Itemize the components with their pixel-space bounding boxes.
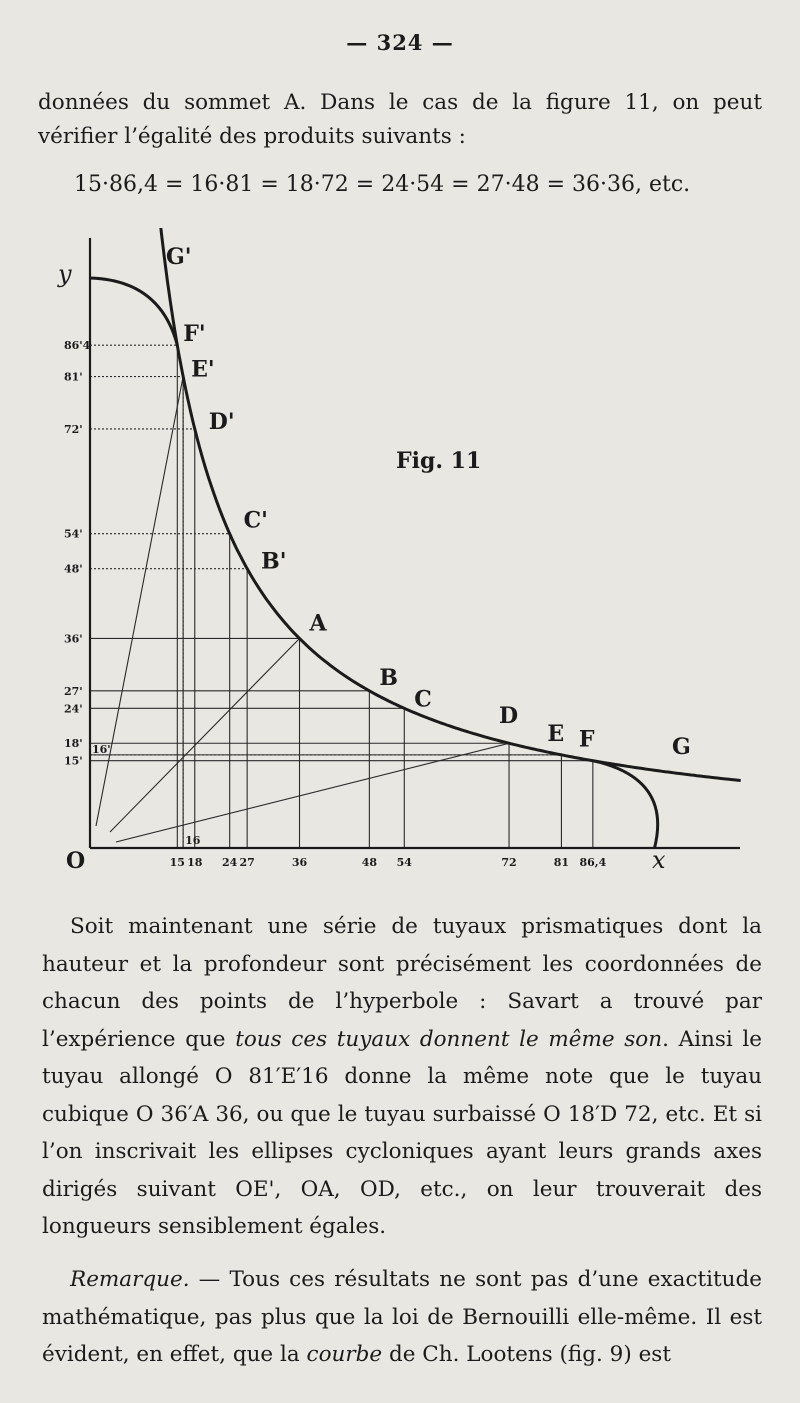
figure-11	[0, 228, 800, 908]
x-tick-label: 81	[553, 856, 570, 869]
origin-label: O	[66, 848, 86, 874]
y-tick-label: 36'	[64, 632, 83, 646]
point-label-E: E	[547, 720, 565, 747]
p3-text-a: — Tous ces résultats ne sont pas d’une exactitude mathématique, pas plus que la loi de Bernouilli elle-même. Il est évident, en effet, que la	[42, 1267, 762, 1367]
inner-label-16: 16	[185, 834, 201, 847]
lower-arc	[593, 761, 658, 848]
p3-text-b: de Ch. Lootens (fig. 9) est	[382, 1342, 671, 1367]
p2-text-b: . Ainsi le tuyau allongé O 81′E′16 donne la même note que le tuyau cubique O 36′A 36, ou que le tuyau surbaissé O 18′D 72, etc. Et si l’on inscrivait les ellipses cycloniques ayant leurs grands axes dirigés suivant OE', OA, OD, etc., on leur trouverait des longueurs sensiblement égales.	[42, 1026, 762, 1239]
y-tick-label: 27'	[64, 684, 83, 698]
hyperbola-curve	[156, 228, 741, 781]
point-label-Cp: C'	[243, 507, 268, 534]
point-label-Fp: F'	[183, 321, 206, 348]
x-tick-label: 72	[501, 856, 517, 869]
y-tick-label: 54'	[64, 527, 83, 541]
x-axis-label: x	[652, 846, 666, 874]
point-label-C: C	[414, 686, 432, 713]
remark-label: Remarque.	[70, 1267, 190, 1292]
y-tick-label: 18'	[64, 737, 83, 751]
point-label-F: F	[578, 726, 595, 753]
diagonal-O-D	[116, 743, 509, 842]
body-paragraph-remark	[42, 1261, 762, 1374]
point-label-A: A	[309, 610, 327, 637]
upper-arc	[90, 278, 177, 345]
figure-caption: Fig. 11	[396, 448, 482, 474]
p2-emphasis: tous ces tuyaux donnent le même son	[235, 1026, 663, 1052]
x-tick-label: 54	[396, 856, 412, 869]
intro-paragraph: données du sommet A. Dans le cas de la figure 11, on peut vérifier l’égalité des produits suivants :	[38, 90, 762, 149]
x-tick-label: 27	[239, 856, 255, 869]
x-tick-label: 24	[222, 856, 238, 869]
x-tick-label: 48	[361, 856, 378, 869]
p3-emphasis: courbe	[306, 1342, 383, 1367]
hyperbola-diagram	[0, 228, 800, 908]
product-equation: 15·86,4 = 16·81 = 18·72 = 24·54 = 27·48 = 36·36, etc.	[74, 172, 691, 197]
point-label-Bp: B'	[261, 548, 287, 575]
x-tick-label: 15	[169, 856, 185, 869]
y-tick-label: 48'	[64, 562, 83, 576]
y-tick-label: 72'	[64, 422, 83, 436]
point-label-B: B	[379, 664, 398, 691]
y-axis-label: y	[58, 260, 72, 288]
y-tick-label: 81'	[64, 370, 83, 384]
point-label-G: G	[672, 734, 691, 760]
inner-label-16p: 16'	[92, 742, 111, 756]
y-tick-label: 86'4	[64, 339, 91, 353]
x-tick-label: 18	[187, 856, 203, 869]
point-label-Ep: E'	[191, 356, 215, 383]
y-tick-label: 15'	[64, 754, 83, 768]
y-tick-label: 24'	[64, 702, 83, 716]
x-tick-label: 36	[291, 856, 308, 869]
point-label-Dp: D'	[208, 408, 235, 435]
point-label-Gp: G'	[166, 244, 192, 270]
diagonal-O-E'	[96, 377, 183, 826]
p2-text-a: Soit maintenant une série de tuyaux prismatiques dont la hauteur et la profondeur sont précisément les coordonnées de chacun des points de l’hyperbole : Savart a trouvé par l’expérience que	[42, 914, 762, 1052]
body-paragraph-savart	[42, 908, 762, 1246]
point-label-D: D	[499, 703, 519, 730]
page-number: — 324 —	[346, 30, 454, 55]
x-tick-label: 86,4	[579, 856, 607, 869]
